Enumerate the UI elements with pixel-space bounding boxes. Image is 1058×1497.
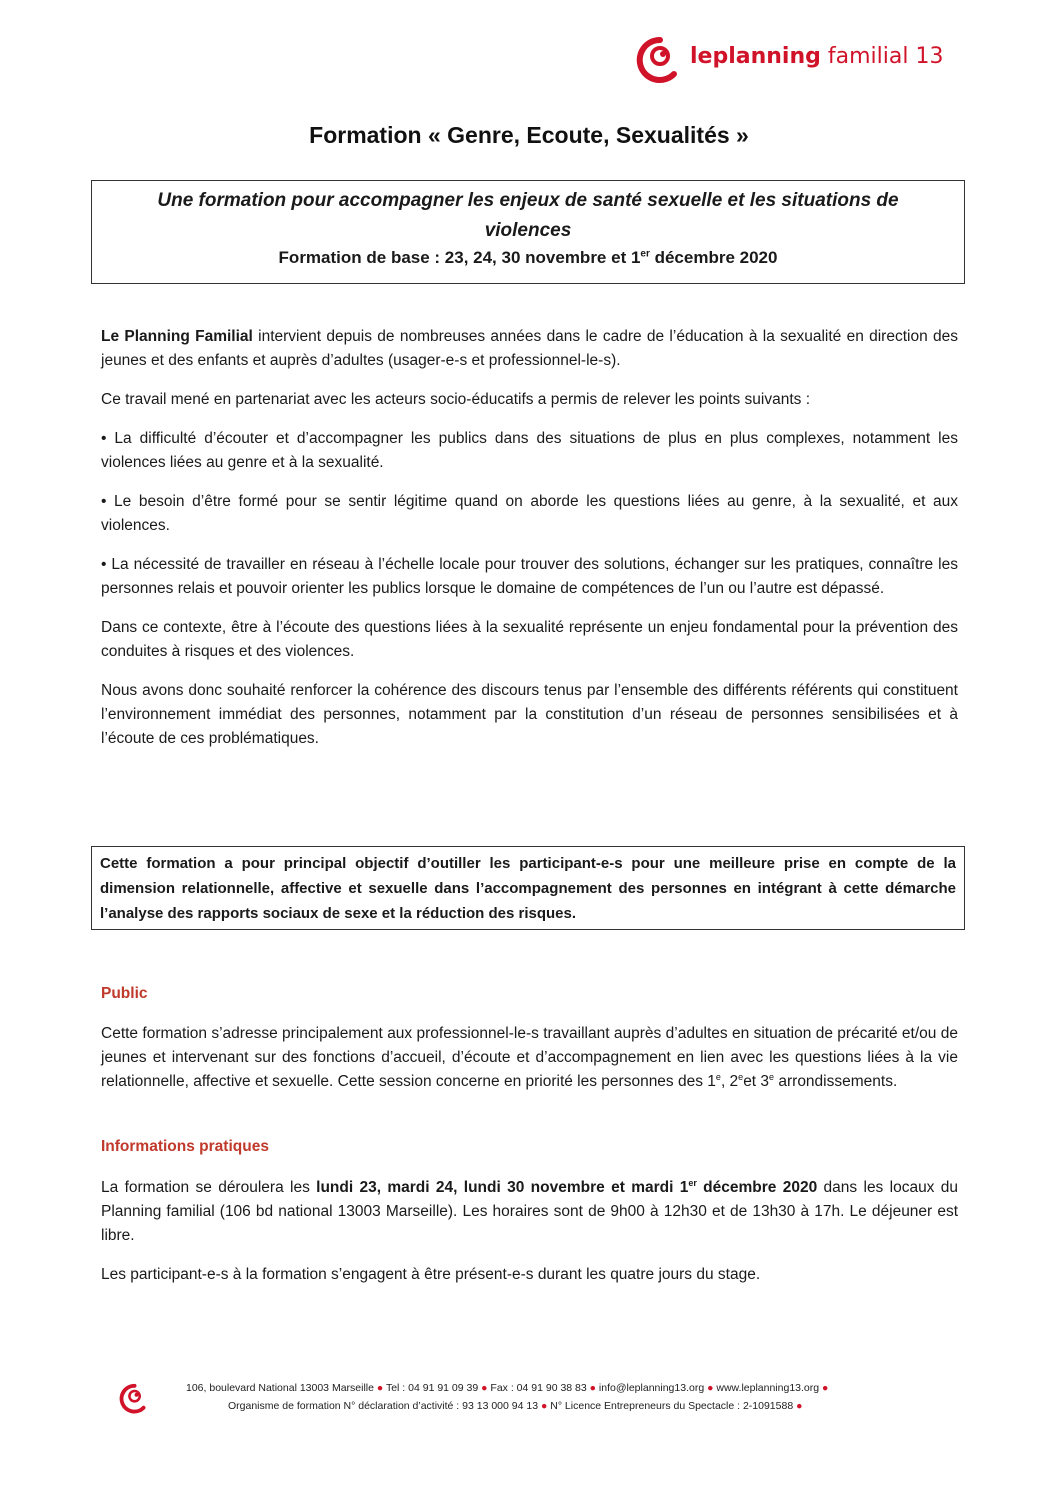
footer-bullet: ●: [796, 1400, 803, 1412]
infos-dates-bold-end: décembre 2020: [696, 1179, 818, 1196]
public-text-end: arrondissements.: [774, 1073, 898, 1090]
bullet-1: • La difficulté d’écouter et d’accompagner les publics dans des situations de plus en plus complexes, notamment les violences liées au genre et à la sexualité.: [101, 430, 958, 471]
public-section: [101, 1022, 958, 1109]
footer-email-link[interactable]: info@leplanning13.org: [598, 1382, 705, 1394]
intro-paragraph-4: Nous avons donc souhaité renforcer la cohérence des discours tenus par l’ensemble des différents référents qui constituent l’environnement immédiat des personnes, notamment par la constitution d’un réseau de personnes sensibilisées et à l’écoute de ces problématiques.: [101, 682, 958, 747]
planning-familial-logo-icon: [630, 34, 682, 90]
infos-p1-start: La formation se déroulera les: [101, 1179, 317, 1196]
infos-p1-end: dans les locaux du Planning familial (106 bd national 13003 Marseille). Les horaires sont de 9h00 à 12h30 et de 13h30 à 17h. Le déjeuner est libre.: [101, 1179, 959, 1244]
intro-paragraph-3: Dans ce contexte, être à l’écoute des questions liées à la sexualité représente un enjeu fondamental pour la prévention des conduites à risques et des violences.: [101, 619, 958, 660]
header-logo: [630, 34, 970, 90]
subtitle: Une formation pour accompagner les enjeux de santé sexuelle et les situations de violences: [157, 190, 899, 241]
infos-heading: Informations pratiques: [101, 1138, 269, 1155]
public-heading: Public: [101, 985, 148, 1002]
logo-text-bold: leplanning: [690, 44, 821, 69]
footer-bullet: ●: [822, 1382, 829, 1394]
footer-org-line: [228, 1400, 802, 1412]
bullet-2: • Le besoin d’être formé pour se sentir légitime quand on aborde les questions liées au genre, à la sexualité, et aux violences.: [101, 493, 958, 534]
logo-wordmark: [690, 44, 943, 69]
objective-box: Cette formation a pour principal objectif d’outiller les participant-e-s pour une meilleure prise en compte de la dimension relationnelle, affective et sexuelle dans l’accompagnement des personnes en intégrant à cette démarche l’analyse des rapports sociaux de sexe et la réduction des risques.: [91, 846, 965, 930]
intro-paragraph-2: Ce travail mené en partenariat avec les acteurs socio-éducatifs a permis de relever les points suivants :: [101, 391, 811, 408]
footer-logo-icon: [114, 1382, 150, 1418]
infos-dates-bold: lundi 23, mardi 24, lundi 30 novembre et mardi 1: [316, 1179, 689, 1196]
header-box: [91, 180, 965, 284]
public-sup-1: e: [715, 1071, 721, 1082]
dates-suffix: décembre 2020: [649, 248, 778, 267]
footer-bullet: ●: [540, 1400, 548, 1412]
footer-tel: Tel : 04 91 91 09 39: [385, 1382, 479, 1394]
dates-line: [92, 248, 964, 268]
dates-prefix: Formation de base : 23, 24, 30 novembre et 1: [278, 248, 641, 267]
footer-bullet: ●: [376, 1382, 384, 1394]
public-sup-2: e: [738, 1071, 744, 1082]
page-title: Formation « Genre, Ecoute, Sexualités »: [309, 122, 749, 148]
intro-paragraph-1: [101, 325, 958, 373]
public-paragraph: [101, 1022, 958, 1094]
footer-bullet: ●: [707, 1382, 714, 1394]
infos-section: [101, 1176, 958, 1302]
public-sep-1: , 2: [720, 1073, 739, 1090]
footer-bullet: ●: [481, 1382, 488, 1394]
footer-address: 106, boulevard National 13003 Marseille: [186, 1382, 374, 1394]
bullet-3: • La nécessité de travailler en réseau à l’échelle locale pour trouver des solutions, échanger sur les pratiques, connaître les personnes relais et pouvoir orienter les publics lorsque le domaine de compétences de l’un ou l’autre est dépassé.: [101, 556, 958, 597]
footer-bullet: ●: [589, 1382, 596, 1394]
intro-p1-text: intervient depuis de nombreuses années dans le cadre de l’éducation à la sexualité en direction des jeunes et des enfants et auprès d’adultes (usager-e-s et professionnel-le-s).: [101, 328, 958, 369]
footer-org-declaration: Organisme de formation N° déclaration d’activité : 93 13 000 94 13: [228, 1400, 539, 1412]
infos-dates-sup: er: [688, 1177, 697, 1188]
infos-paragraph-1: [101, 1176, 958, 1248]
public-sup-3: e: [769, 1071, 775, 1082]
org-name: Le Planning Familial: [101, 328, 253, 345]
footer-contact-line: [186, 1382, 828, 1394]
footer-website-link[interactable]: www.leplanning13.org: [716, 1382, 820, 1394]
footer-fax: Fax : 04 91 90 38 83: [490, 1382, 587, 1394]
public-text: Cette formation s’adresse principalement aux professionnel-le-s travaillant auprès d’adultes en situation de précarité et/ou de jeunes et intervenant sur des fonctions d’accueil, d’écoute et d’accompagnement en lien avec les questions liées à la vie relationnelle, affective et sexuelle. Cette session concerne en priorité les personnes des 1: [101, 1025, 958, 1090]
footer-licence: N° Licence Entrepreneurs du Spectacle : 2-1091588: [550, 1400, 794, 1412]
infos-paragraph-2: Les participant-e-s à la formation s’engagent à être présent-e-s durant les quatre jours du stage.: [101, 1266, 761, 1283]
logo-text-regular: familial 13: [820, 44, 944, 69]
intro-section: [101, 325, 958, 766]
public-sep-2: et 3: [743, 1073, 770, 1090]
dates-sup: er: [640, 248, 650, 260]
